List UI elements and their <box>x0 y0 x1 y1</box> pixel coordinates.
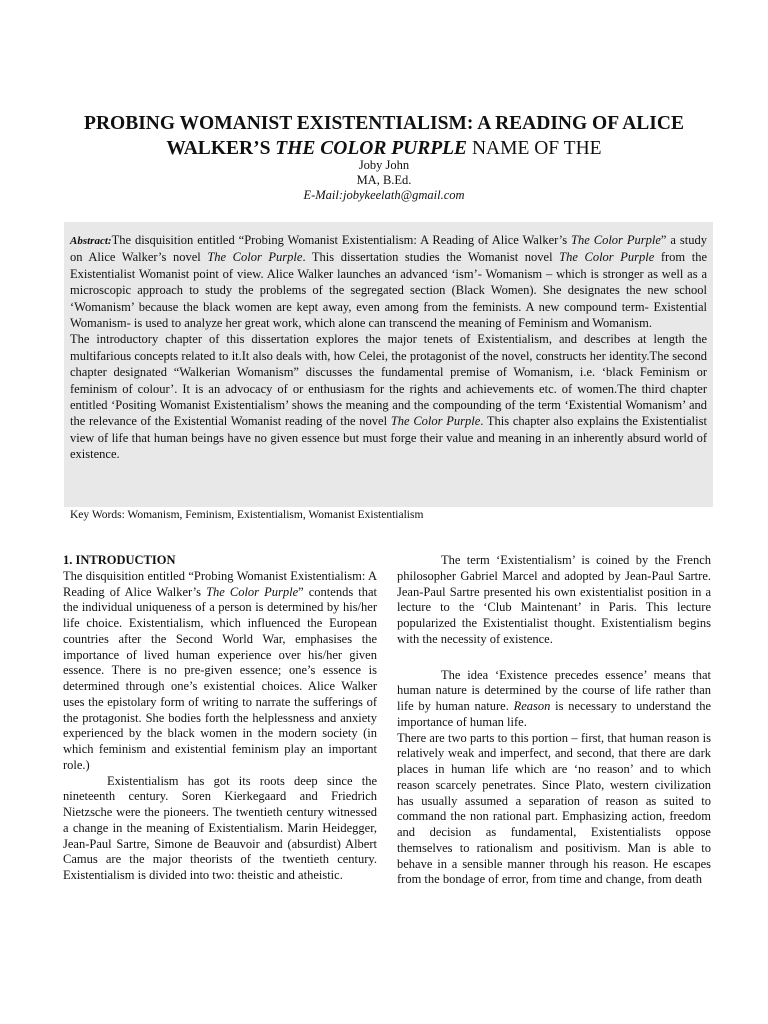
paper-title <box>20 111 748 161</box>
abstract-paragraph-1 <box>70 232 707 331</box>
title-line-2-novel: THE COLOR PURPLE <box>275 138 468 159</box>
abstract <box>70 232 707 463</box>
author-email[interactable]: E-Mail:jobykeelath@gmail.com <box>303 188 465 202</box>
author-degree: MA, B.Ed. <box>356 173 412 187</box>
author-name: Joby John <box>358 158 410 172</box>
body-paragraph <box>397 668 711 731</box>
keywords: Key Words: Womanism, Feminism, Existentialism, Womanist Existentialism <box>70 509 424 521</box>
novel-title: The Color Purple <box>571 233 661 247</box>
section-heading: 1. INTRODUCTION <box>63 553 176 567</box>
body-column-left <box>63 553 377 884</box>
abstract-text: from the Existentialist Womanist point of view. Alice Walker launches an advanced ‘ism’- Womanism – which is stronger as well as a microscopic approach to study the problems of the segregated section (Black Women). She designates the new school ‘Womanism’ because the black women are kept away, even among from the feminists. A new compound term- Existential Womanism- is used to analyze her great work, which alone can transcend the meaning of Feminism and Womanism. <box>70 250 707 331</box>
body-text: is necessary to understand the importance of human life. <box>397 699 711 729</box>
body-paragraph <box>63 569 377 774</box>
body-paragraph: There are two parts to this portion – first, that human reason is relatively weak and imperfect, and second, that there are dark places in human life which are ‘no reason’ and to which reason scarcely penetrates. Since Plato, western civilization has usually assumed a separation of reason as suited to command the non rational part. Emphasizing action, freedom and decision as fundamental, Existentialists oppose themselves to rationalism and positivism. Man is able to behave in a sensible manner through his reason. He escapes from the bondage of error, from time and change, from death <box>397 730 711 887</box>
novel-title: The Color Purple <box>559 250 655 265</box>
title-line-2-end: NAME OF THE <box>467 138 602 159</box>
body-paragraph: The term ‘Existentialism’ is coined by the French philosopher Gabriel Marcel and adopted by Jean-Paul Sartre. Jean-Paul Sartre presented his own existentialist position in a lecture to the ‘Club Maintenant’ in Paris. This lecture popularized the Existentialist thought. Existentialism begins with the necessity of existence. <box>397 553 711 646</box>
author-block <box>0 158 768 203</box>
body-column-right <box>397 553 711 888</box>
emphasis-reason: Reason <box>513 699 551 713</box>
body-text: The disquisition entitled “Probing Womanist Existentialism: A Reading of Alice Walker’s <box>63 568 377 599</box>
body-text: The idea ‘Existence precedes essence’ means that human nature is determined by the course of life rather than life by human nature. <box>397 667 711 713</box>
abstract-text: . This chapter also explains the Existentialist view of life that human beings have no given essence but must forge their value and meaning in an inherently absurd world of existence. <box>70 414 707 462</box>
body-paragraph: Existentialism has got its roots deep since the nineteenth century. Soren Kierkegaard and Friedrich Nietzsche were the pioneers. The twentieth century witnessed a change in the meaning of Existentialism. Marin Heidegger, Jean-Paul Sartre, Simone de Beauvoir and (absurdist) Albert Camus are the major theorists of the twentieth century. Existentialism is divided into two: theistic and atheistic. <box>63 773 377 882</box>
abstract-paragraph-2 <box>70 331 707 462</box>
title-line-2-start: WALKER’S <box>166 138 276 159</box>
novel-title: The Color Purple <box>390 414 481 429</box>
abstract-text: . This dissertation studies the Womanist novel <box>302 250 560 265</box>
abstract-text: ” a study on Alice Walker’s novel <box>70 233 707 265</box>
title-line-1: PROBING WOMANIST EXISTENTIALISM: A READING OF ALICE <box>84 113 684 134</box>
body-text: ” contends that the individual uniqueness of a person is determined by his/her life choice. Existentialism, which influenced the European countries after the Second World War, emphasises the importance of lived human experience over his/her given essence. There is no pre-given essence; one’s essence is determined through one’s existential choices. Alice Walker uses the epistolary form of writing to narrate the sufferings of the protagonist. She bodies forth the helplessness and anxiety experienced by the black women in the modern society (in which feminism and existential feminism play an important role.) <box>63 584 377 772</box>
abstract-text: The introductory chapter of this dissertation explores the major tenets of Existentialism, and describes at length the multifarious concepts related to it.It also deals with, how Celei, the protagonist of the novel, constructs her identity.The second chapter designated “Walkerian Womanism” discusses the fundamental premise of Womanism, i.e. ‘black Feminism or feminism of colour’. It is an advocacy of or enthusiasm for the rights and achievements etc. of women.The third chapter entitled ‘Positing Womanist Existentialism’ shows the meaning and the compounding of the term ‘Existential Womanism’ and the relevance of the Existential Womanist reading of the novel <box>70 332 707 429</box>
abstract-text: The disquisition entitled “Probing Womanist Existentialism: A Reading of Alice Walker’s <box>111 233 572 247</box>
novel-title: The Color Purple <box>206 584 299 599</box>
abstract-label: Abstract: <box>70 235 112 247</box>
novel-title: The Color Purple <box>207 250 303 265</box>
